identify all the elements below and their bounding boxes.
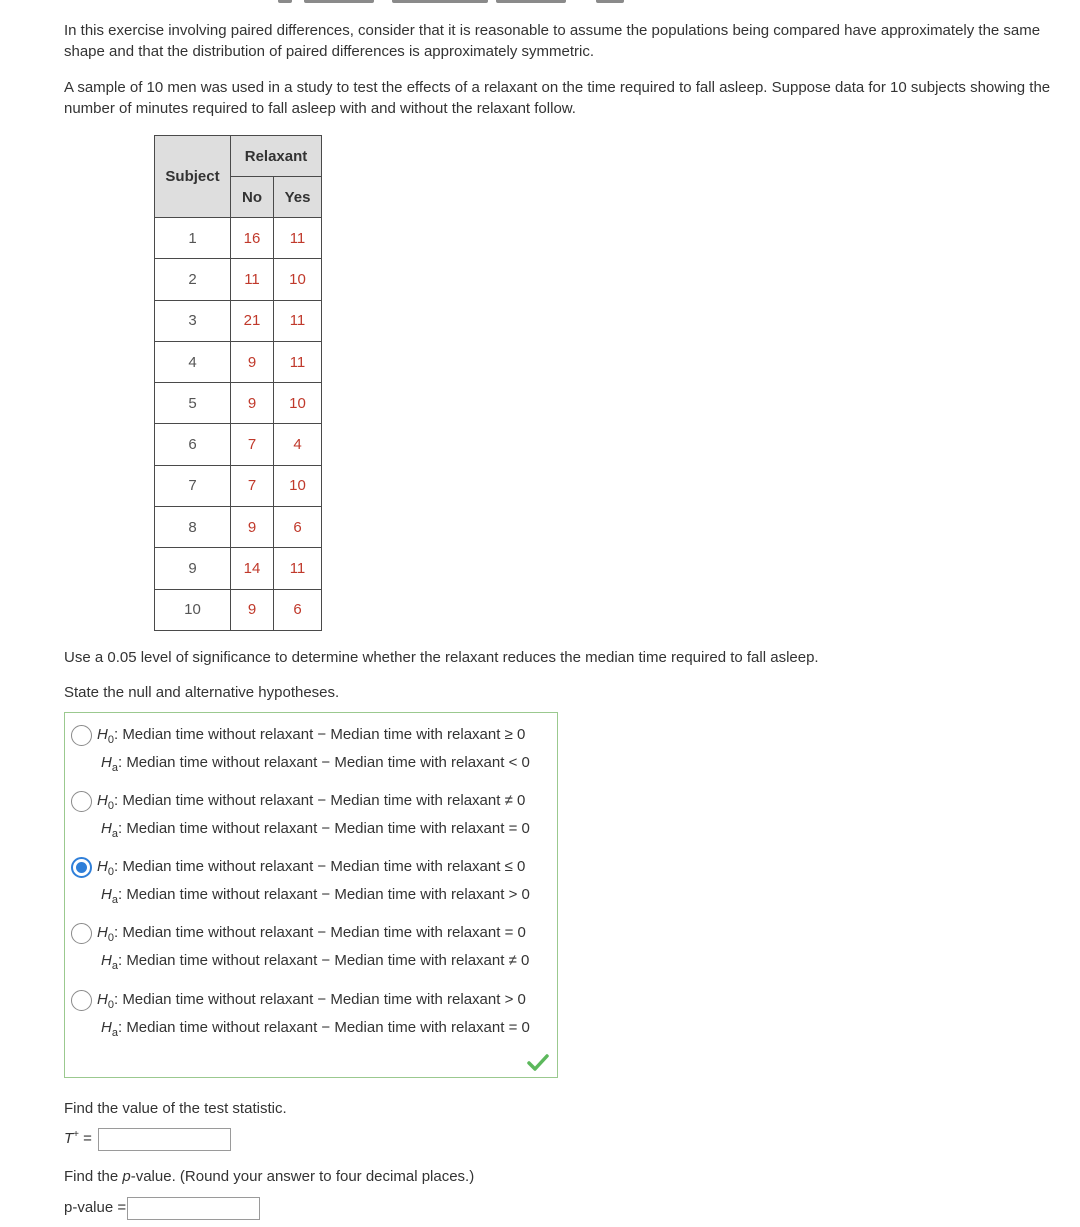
no-relaxant-cell: 14 xyxy=(231,548,274,589)
subject-cell: 4 xyxy=(155,341,231,382)
table-row xyxy=(155,589,322,630)
radio-button[interactable] xyxy=(71,725,92,746)
table-row xyxy=(155,465,322,506)
no-relaxant-cell: 9 xyxy=(231,341,274,382)
table-row xyxy=(155,218,322,259)
no-relaxant-cell: 16 xyxy=(231,218,274,259)
p-value-label: p-value = xyxy=(64,1199,127,1216)
yes-relaxant-cell: 10 xyxy=(274,465,322,506)
test-statistic-label: T+ = xyxy=(64,1129,92,1147)
subject-cell: 7 xyxy=(155,465,231,506)
table-row xyxy=(155,341,322,382)
cropped-text-strip xyxy=(0,0,1080,4)
relaxant-header: Relaxant xyxy=(231,136,322,177)
subject-cell: 2 xyxy=(155,259,231,300)
subject-cell: 9 xyxy=(155,548,231,589)
radio-button[interactable] xyxy=(71,923,92,944)
hypothesis-option-2[interactable] xyxy=(69,783,555,839)
hypothesis-option-1[interactable] xyxy=(69,717,555,773)
test-statistic-input[interactable] xyxy=(98,1128,231,1151)
significance-instruction: Use a 0.05 level of significance to determine whether the relaxant reduces the median time required to fall asleep. xyxy=(64,649,819,666)
alternative-hypothesis: $H_a$: Median time without relaxant − Median time with relaxant = 0 xyxy=(101,1019,530,1039)
subject-cell: 6 xyxy=(155,424,231,465)
no-relaxant-cell: 9 xyxy=(231,383,274,424)
p-value-input[interactable] xyxy=(127,1197,260,1220)
alternative-hypothesis: $H_a$: Median time without relaxant − Median time with relaxant > 0 xyxy=(101,886,530,906)
yes-relaxant-cell: 10 xyxy=(274,259,322,300)
radio-button[interactable] xyxy=(71,791,92,812)
subject-header: Subject xyxy=(155,136,231,218)
checkmark-icon xyxy=(527,1053,549,1071)
test-statistic-prompt: Find the value of the test statistic. xyxy=(64,1100,287,1117)
hypothesis-option-3[interactable] xyxy=(69,849,555,905)
null-hypothesis: $H_0$: Median time without relaxant − Median time with relaxant ≤ 0 xyxy=(97,858,526,878)
no-relaxant-cell: 21 xyxy=(231,300,274,341)
hypotheses-prompt: State the null and alternative hypotheses. xyxy=(64,684,340,701)
yes-relaxant-cell: 10 xyxy=(274,383,322,424)
no-relaxant-cell: 11 xyxy=(231,259,274,300)
alternative-hypothesis: $H_a$: Median time without relaxant − Median time with relaxant = 0 xyxy=(101,820,530,840)
table-row xyxy=(155,548,322,589)
table-row xyxy=(155,383,322,424)
hypothesis-option-4[interactable] xyxy=(69,915,555,971)
alternative-hypothesis: $H_a$: Median time without relaxant − Median time with relaxant < 0 xyxy=(101,754,530,774)
table-row xyxy=(155,259,322,300)
intro-paragraph-assumption: In this exercise involving paired differences, consider that it is reasonable to assume the populations being compared have approximately the same shape and that the distribution of paired differences is approximately symmetric. xyxy=(64,22,1041,60)
hypothesis-option-5[interactable] xyxy=(69,982,555,1038)
yes-relaxant-cell: 6 xyxy=(274,589,322,630)
radio-button[interactable] xyxy=(71,857,92,878)
table-row xyxy=(155,507,322,548)
null-hypothesis: $H_0$: Median time without relaxant − Median time with relaxant ≥ 0 xyxy=(97,726,526,746)
subject-cell: 8 xyxy=(155,507,231,548)
subject-cell: 3 xyxy=(155,300,231,341)
yes-relaxant-cell: 11 xyxy=(274,548,322,589)
yes-relaxant-cell: 6 xyxy=(274,507,322,548)
yes-relaxant-cell: 11 xyxy=(274,300,322,341)
null-hypothesis: $H_0$: Median time without relaxant − Median time with relaxant ≠ 0 xyxy=(97,792,526,812)
table-row xyxy=(155,424,322,465)
null-hypothesis: $H_0$: Median time without relaxant − Median time with relaxant = 0 xyxy=(97,924,526,944)
yes-header: Yes xyxy=(274,177,322,218)
yes-relaxant-cell: 11 xyxy=(274,341,322,382)
subject-cell: 5 xyxy=(155,383,231,424)
alternative-hypothesis: $H_a$: Median time without relaxant − Median time with relaxant ≠ 0 xyxy=(101,952,530,972)
no-relaxant-cell: 7 xyxy=(231,424,274,465)
sleep-data-table xyxy=(154,135,322,631)
no-header: No xyxy=(231,177,274,218)
subject-cell: 1 xyxy=(155,218,231,259)
no-relaxant-cell: 7 xyxy=(231,465,274,506)
table-row xyxy=(155,300,322,341)
intro-paragraph-study: A sample of 10 men was used in a study to test the effects of a relaxant on the time required to fall asleep. Suppose data for 10 subjects showing the number of minutes required to fall asleep with and without the relaxant follow. xyxy=(64,79,1051,117)
null-hypothesis: $H_0$: Median time without relaxant − Median time with relaxant > 0 xyxy=(97,991,526,1011)
no-relaxant-cell: 9 xyxy=(231,589,274,630)
subject-cell: 10 xyxy=(155,589,231,630)
p-value-prompt: Find the p-value. (Round your answer to four decimal places.) xyxy=(64,1168,475,1185)
yes-relaxant-cell: 11 xyxy=(274,218,322,259)
hypotheses-answer-box xyxy=(64,712,558,1078)
no-relaxant-cell: 9 xyxy=(231,507,274,548)
radio-button[interactable] xyxy=(71,990,92,1011)
yes-relaxant-cell: 4 xyxy=(274,424,322,465)
